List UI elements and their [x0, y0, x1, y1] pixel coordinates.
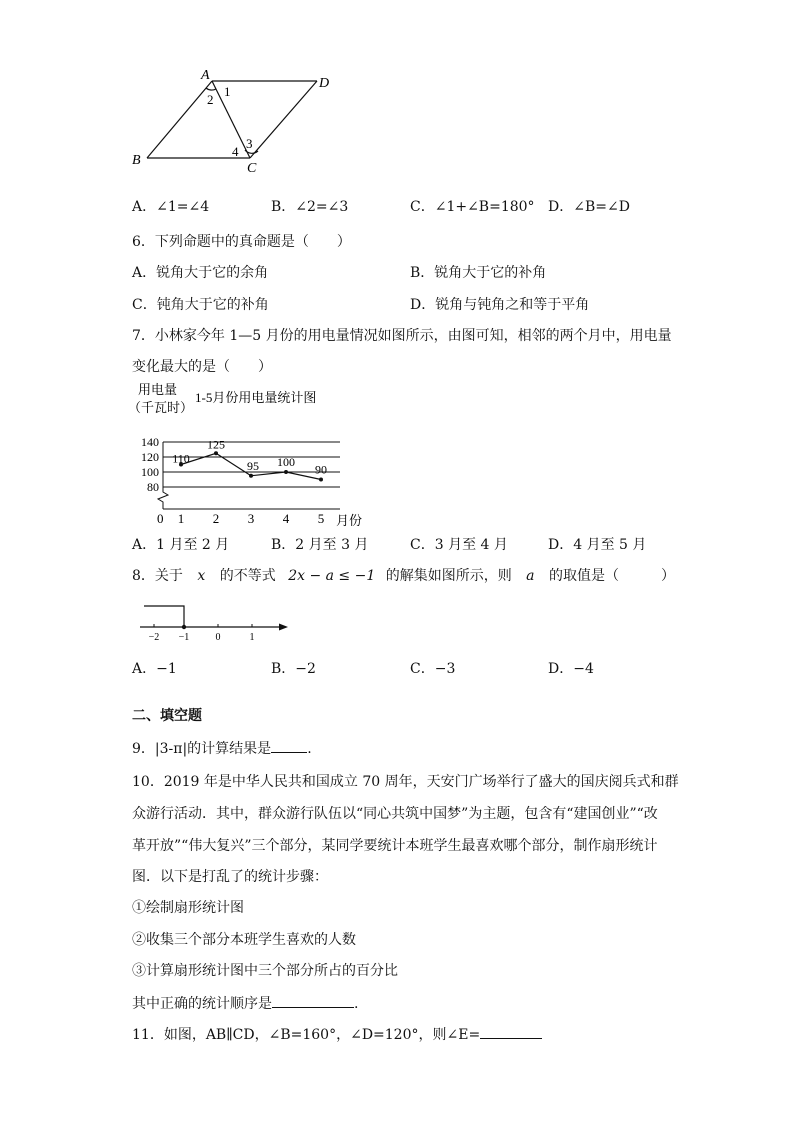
- q10-answer: [132, 993, 358, 1014]
- q10-line1: 10．2019 年是中华人民共和国成立 70 周年，天安门广场举行了盛大的国庆阅兵式和群: [132, 774, 679, 790]
- q10-line4: 图．以下是打乱了的统计步骤：: [132, 869, 328, 885]
- q9-answer-blank[interactable]: [271, 738, 307, 753]
- q7-option-c: C．3 月至 4 月: [410, 537, 508, 553]
- label-1: 1: [224, 84, 231, 99]
- q8-stem-post: 的取值是（ ）: [548, 568, 675, 584]
- number-line-tick-label: −1: [178, 632, 190, 643]
- q10-end: .: [354, 996, 359, 1012]
- q5-option-b: B．∠2=∠3: [271, 199, 349, 215]
- chart-data-point: [249, 474, 253, 478]
- q10-answer-text: 其中正确的统计顺序是: [132, 996, 272, 1012]
- q8-option-b: B．−2: [271, 661, 316, 677]
- q9-text: 9．|3-π|的计算结果是: [132, 741, 272, 757]
- q10-line3: 革开放”“伟大复兴”三个部分，某同学要统计本班学生最喜欢哪个部分，制作扇形统计: [132, 838, 658, 854]
- q8-var-x: x: [197, 568, 206, 584]
- q11: [132, 1024, 542, 1045]
- section-fill-blank-title: 二、填空题: [132, 708, 202, 724]
- number-line-figure: [136, 598, 306, 644]
- q9: [132, 738, 312, 759]
- q6-option-b: B．锐角大于它的补角: [410, 265, 547, 281]
- number-line-arrow: [279, 624, 288, 631]
- chart-xtick-label: 4: [282, 511, 290, 526]
- chart-data-label: 125: [207, 437, 225, 452]
- chart-data-point: [214, 451, 218, 455]
- chart-data-label: 100: [277, 455, 295, 469]
- angle-arc-a: [206, 88, 216, 90]
- q11-answer-blank[interactable]: [480, 1024, 542, 1039]
- q8-option-a: A．−1: [132, 661, 177, 677]
- label-B: B: [132, 153, 141, 168]
- edge-ab: [147, 81, 212, 158]
- diagonal-ac: [212, 81, 250, 158]
- q10-step2: ②收集三个部分本班学生喜欢的人数: [132, 932, 356, 948]
- edge-dc: [250, 81, 317, 158]
- label-A: A: [201, 68, 210, 83]
- q10-step1: ①绘制扇形统计图: [132, 900, 244, 916]
- q7-stem-line2: 变化最大的是（ ）: [132, 359, 272, 375]
- electricity-line-chart: [128, 378, 368, 530]
- q8-stem-pre: 8．关于: [132, 568, 183, 584]
- chart-data-label: 90: [315, 462, 327, 477]
- q10-line2: 众游行活动．其中，群众游行队伍以“同心共筑中国梦”为主题，包含有“建国创业”“改: [132, 806, 658, 822]
- q7-stem-line1: 7．小林家今年 1—5 月份的用电量情况如图所示，由图可知，相邻的两个月中，用电量: [132, 328, 672, 344]
- q7-option-b: B．2 月至 3 月: [271, 537, 369, 553]
- chart-data-label: 110: [172, 451, 190, 466]
- label-C: C: [247, 161, 257, 176]
- chart-origin-label: 0: [157, 511, 164, 526]
- q7-option-a: A．1 月至 2 月: [132, 537, 230, 553]
- q8-option-c: C．−3: [410, 661, 456, 677]
- chart-xtick-label: 1: [177, 511, 185, 526]
- chart-data-point: [284, 470, 288, 474]
- chart-ytick-label: 140: [141, 435, 159, 449]
- q8-option-d: D．−4: [548, 661, 594, 677]
- q10-step3: ③计算扇形统计图中三个部分所占的百分比: [132, 963, 398, 979]
- q5-option-a: A．∠1=∠4: [132, 199, 210, 215]
- chart-ylabel-line2: （千瓦时）: [128, 400, 194, 415]
- chart-ytick-label: 100: [141, 465, 159, 479]
- q6-option-a: A．锐角大于它的余角: [132, 265, 269, 281]
- chart-xtick-label: 3: [247, 511, 255, 526]
- chart-xtick-label: 2: [212, 511, 220, 526]
- q8-inequality: 2x − a ≤ −1: [288, 568, 376, 584]
- q8-var-a: a: [526, 568, 535, 584]
- chart-data-point: [319, 478, 323, 482]
- q11-text: 11．如图，AB∥CD，∠B=160°，∠D=120°，则∠E=: [132, 1027, 481, 1043]
- chart-xlabel: 月份: [336, 513, 363, 528]
- q5-option-d: D．∠B=∠D: [548, 199, 630, 215]
- chart-ytick-label: 80: [147, 480, 159, 494]
- label-2: 2: [207, 92, 214, 107]
- q9-end: .: [307, 741, 312, 757]
- number-line-tick-label: 0: [215, 632, 221, 643]
- chart-xtick-label: 5: [317, 511, 325, 526]
- q5-option-c: C．∠1+∠B=180°: [410, 199, 535, 215]
- number-line-tick-label: −2: [148, 632, 160, 643]
- chart-ylabel-line1: 用电量: [138, 382, 178, 397]
- parallelogram-figure: [128, 64, 348, 176]
- q10-answer-blank[interactable]: [272, 993, 354, 1008]
- number-line-tick-label: 1: [249, 632, 255, 643]
- q7-option-d: D．4 月至 5 月: [548, 537, 647, 553]
- label-3: 3: [246, 136, 253, 151]
- q8-stem-mid: 的不等式: [219, 568, 276, 584]
- chart-data-label: 95: [247, 458, 259, 473]
- q6-option-d: D．锐角与钝角之和等于平角: [410, 297, 590, 313]
- solution-region: [144, 606, 184, 627]
- chart-ytick-label: 120: [141, 450, 159, 464]
- chart-axis-break: [158, 487, 168, 509]
- q6-stem: 6．下列命题中的真命题是（ ）: [132, 234, 351, 250]
- q8-stem: [132, 566, 675, 586]
- chart-title: 1-5月份用电量统计图: [195, 390, 317, 405]
- label-4: 4: [232, 144, 239, 159]
- label-D: D: [319, 76, 330, 91]
- q8-stem-mid2: 的解集如图所示，则: [385, 568, 512, 584]
- q6-option-c: C．钝角大于它的补角: [132, 297, 269, 313]
